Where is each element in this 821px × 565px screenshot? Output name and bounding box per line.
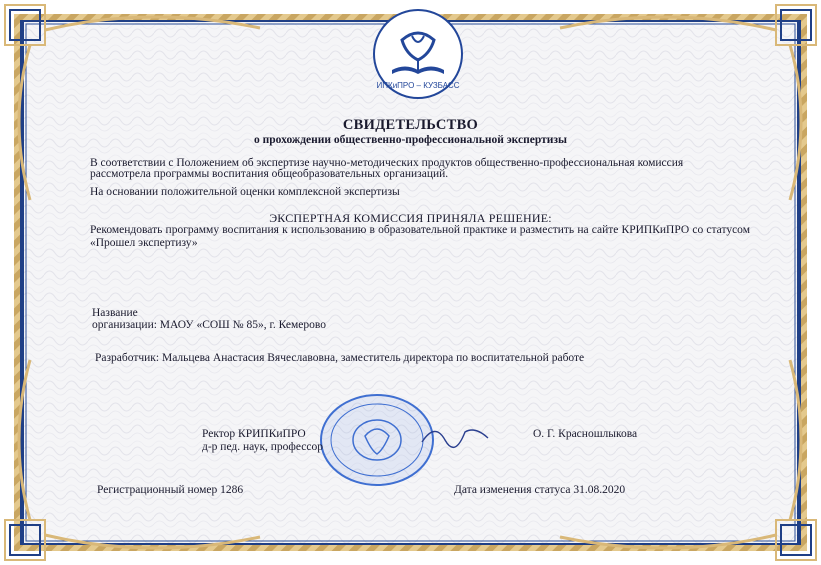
decision-heading: ЭКСПЕРТНАЯ КОМИССИЯ ПРИНЯЛА РЕШЕНИЕ: [269, 211, 552, 225]
paragraph-evaluation: На основании положительной оценки комплексной экспертизы [90, 186, 400, 198]
developer-line: Разработчик: Мальцева Анастасия Вячеславовна, заместитель директора по воспитательной работе [95, 352, 585, 364]
certificate-subtitle: о прохождении общественно-профессиональной экспертизы [254, 134, 567, 146]
organization-name: организации: МАОУ «СОШ № 85», г. Кемерово [92, 319, 326, 331]
registration-number: Регистрационный номер 1286 [97, 484, 244, 496]
rector-name: О. Г. Красношлыкова [533, 428, 638, 440]
paragraph-basis-line2: рассмотрела программы воспитания общеобразовательных организаций. [90, 168, 449, 180]
rector-title: Ректор КРИПКиПРО [202, 428, 306, 440]
certificate-title: СВИДЕТЕЛЬСТВО [342, 117, 479, 133]
organization-label: Название [92, 307, 138, 319]
logo-text: ИПКиПРО – КУЗБАСС [376, 81, 460, 90]
rector-degree: д-р пед. наук, профессор [202, 441, 323, 453]
status-date: Дата изменения статуса 31.08.2020 [454, 484, 626, 496]
decision-text: Рекомендовать программу воспитания к использованию в образовательной практике и разместить на сайте КРИПКиПРО со статусом «Прошел экспертизу» [90, 224, 750, 249]
paragraph-basis-line1: В соответствии с Положением об экспертизе научно-методических продуктов общественно-профессиональная комиссия [90, 157, 684, 169]
paragraph-basis [90, 158, 746, 180]
